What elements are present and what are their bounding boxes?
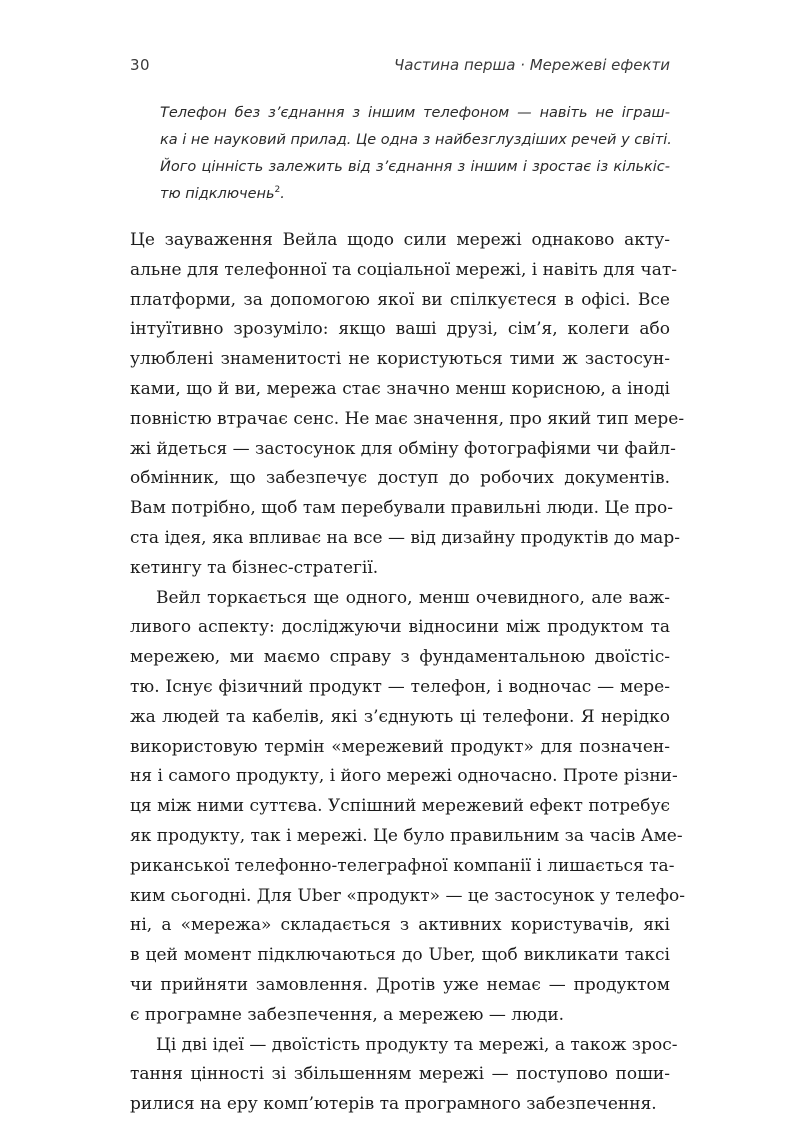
epigraph-line: Його цінність залежить від з’єднання з іншим і зростає із кількіс-: [160, 159, 670, 175]
body-line: ками, що й ви, мережа стає значно менш корисною, а іноді: [130, 378, 670, 399]
body-line: ста ідея, яка впливає на все — від дизайну продуктів до мар-: [130, 527, 680, 548]
body-line: Це зауваження Вейла щодо сили мережі однаково акту-: [130, 230, 670, 250]
epigraph-last-line: [160, 181, 670, 208]
running-head: Частина перша · Мережеві ефекти: [393, 56, 670, 74]
body-line: улюблені знаменитості не користуються тими ж застосун-: [130, 349, 670, 370]
body-line: є програмне забезпечення, а мережею — люди.: [130, 1004, 565, 1025]
body-line: тю. Існує фізичний продукт — телефон, і водночас — мере-: [130, 676, 670, 697]
body-line: жі йдеться — застосунок для обміну фотографіями чи файл-: [130, 438, 676, 459]
body-line: ні, а «мережа» складається з активних користувачів, які: [130, 915, 670, 936]
body-line: альне для телефонної та соціальної мережі, і навіть для чат-: [130, 259, 678, 280]
body-line: рилися на еру комп’ютерів та програмного забезпечення.: [130, 1094, 657, 1115]
body-line: мережею, ми маємо справу з фундаментальною двоїстіс-: [130, 647, 670, 668]
epigraph-quote: [160, 100, 670, 208]
body-line: ким сьогодні. Для Uber «продукт» — це застосунок у телефо-: [130, 885, 685, 906]
body-line: тання цінності зі збільшенням мережі — поступово поши-: [130, 1064, 670, 1085]
body-line: жа людей та кабелів, які з’єднують ці телефони. Я нерідко: [130, 706, 670, 727]
body-line: Вам потрібно, щоб там перебували правильні люди. Це про-: [130, 498, 673, 519]
body-line: чи прийняти замовлення. Дротів уже немає — продуктом: [130, 974, 670, 995]
body-line: кетингу та бізнес-стратегії.: [130, 557, 379, 578]
body-line: ливого аспекту: досліджуючи відносини між продуктом та: [130, 617, 670, 638]
body-line: платформи, за допомогою якої ви спілкуєтеся в офісі. Все: [130, 289, 670, 310]
body-line: Ці дві ідеї — двоїстість продукту та мережі, а також зрос-: [156, 1034, 678, 1055]
epigraph-line: Телефон без з’єднання з іншим телефоном — навіть не іграш-: [160, 105, 670, 121]
epigraph-line: тю підключень: [160, 186, 275, 202]
body-line: використовую термін «мережевий продукт» для позначен-: [130, 736, 670, 757]
page-header: [130, 56, 670, 84]
body-line: Вейл торкається ще одного, менш очевидного, але важ-: [156, 587, 670, 608]
body-line: інтуїтивно зрозуміло: якщо ваші друзі, сім’я, колеги або: [130, 319, 670, 340]
body-line: ця між ними суттєва. Успішний мережевий ефект потребує: [130, 796, 670, 817]
body-text: [130, 226, 685, 1120]
body-line: в цей момент підключаються до Uber, щоб викликати таксі: [130, 945, 670, 966]
epigraph-line: ка і не науковий прилад. Це одна з найбезглуздіших речей у світі.: [160, 132, 672, 148]
footnote-reference: 2: [274, 185, 281, 195]
body-line: повністю втрачає сенс. Не має значення, про який тип мере-: [130, 408, 685, 429]
body-line: риканської телефонно-телеграфної компанії і лишається та-: [130, 855, 675, 876]
body-line: обмінник, що забезпечує доступ до робочих документів.: [130, 468, 670, 489]
body-line: як продукту, так і мережі. Це було правильним за часів Аме-: [130, 825, 683, 846]
body-line: ня і самого продукту, і його мережі одночасно. Проте різни-: [130, 766, 678, 787]
page-number: 30: [130, 56, 151, 74]
epigraph-period: .: [280, 186, 285, 202]
